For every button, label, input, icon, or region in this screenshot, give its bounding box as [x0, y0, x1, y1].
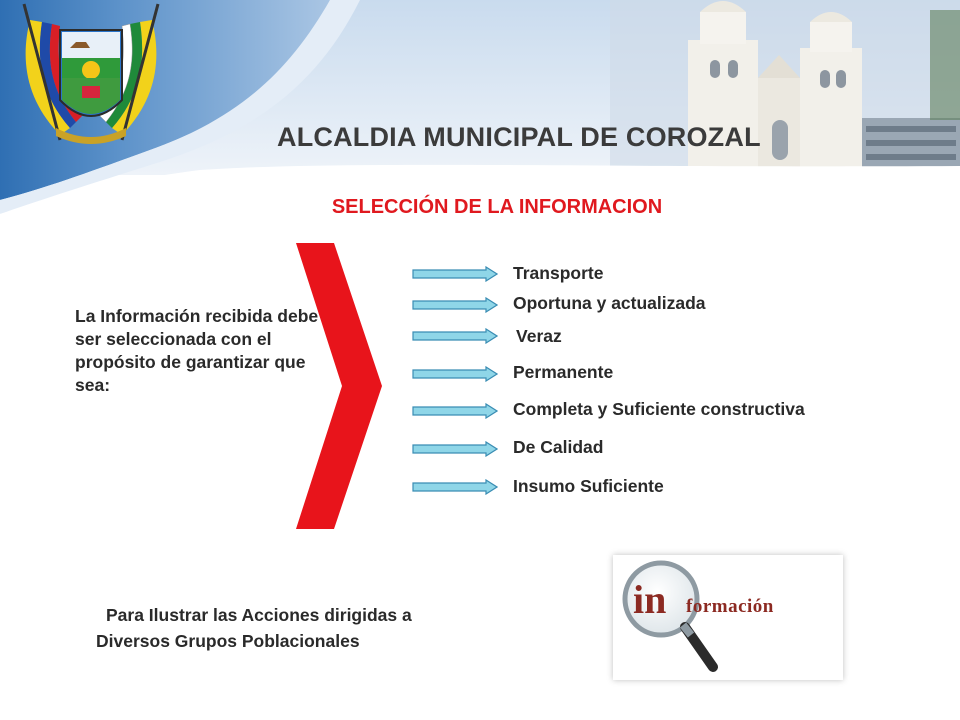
arrow-right-icon [412, 403, 498, 419]
caption [96, 602, 566, 654]
info-word-big: in [633, 577, 667, 622]
intro-paragraph: La Información recibida debe ser seleccionada con el propósito de garantizar que sea: [75, 306, 319, 395]
header-title: ALCALDIA MUNICIPAL DE COROZAL [277, 122, 761, 152]
arrow-right-icon [412, 479, 498, 495]
list-item: Oportuna y actualizada [513, 293, 706, 313]
caption-line-2: Diversos Grupos Poblacionales [96, 631, 360, 651]
arrow-right-icon [412, 328, 498, 344]
arrow-right-icon [412, 366, 498, 382]
list-item: Permanente [513, 362, 614, 382]
header-banner [0, 0, 960, 220]
arrow-right-icon [412, 441, 498, 457]
municipal-crest-icon [0, 0, 182, 152]
list-item: De Calidad [513, 437, 604, 457]
info-word-small: formación [686, 596, 774, 617]
list-item: Insumo Suficiente [513, 476, 664, 496]
caption-line-1: Para Ilustrar las Acciones dirigidas a [106, 605, 412, 625]
list-item: Transporte [513, 263, 604, 283]
list-item: Completa y Suficiente constructiva [513, 399, 805, 419]
arrow-right-icon [412, 297, 498, 313]
list-item: Veraz [516, 326, 562, 346]
slide-title: SELECCIÓN DE LA INFORMACION [331, 196, 663, 218]
red-chevron-icon [296, 243, 386, 529]
arrow-right-icon [412, 266, 498, 282]
